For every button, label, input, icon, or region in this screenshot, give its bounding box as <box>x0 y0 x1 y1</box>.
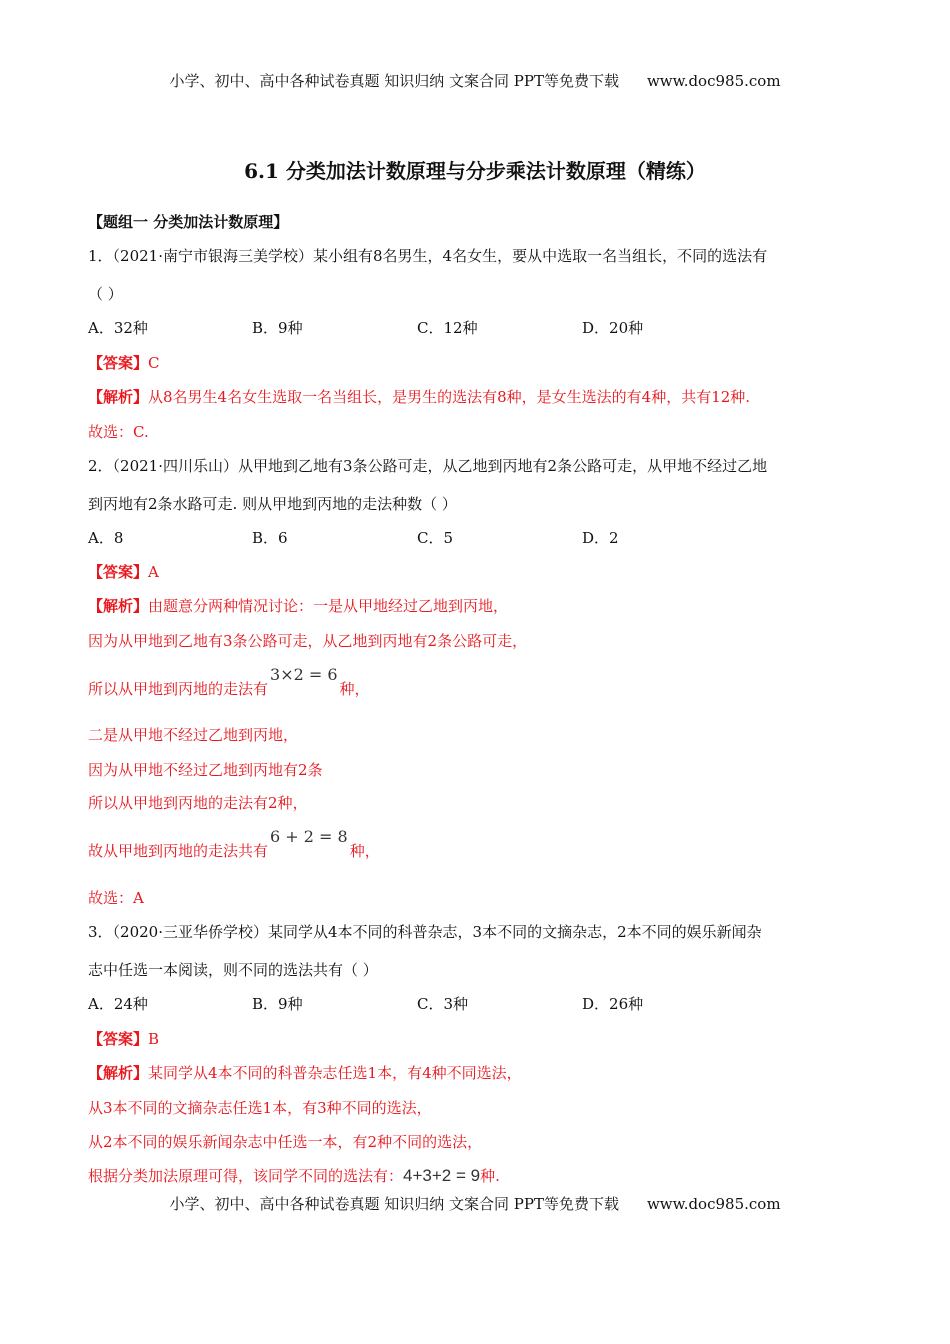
formula-4plus3plus2: 4+3+2 = 9 <box>403 1166 481 1185</box>
q3-solution-line3: 从2本不同的娱乐新闻杂志中任选一本，有2种不同的选法， <box>88 1133 483 1151</box>
q2-solution <box>88 595 508 616</box>
q1-option-c: C．12种 <box>417 319 478 337</box>
q1-stem-line1: 1．（2021·南宁市银海三美学校）某小组有8名男生，4名女生，要从中选取一名当组长，不同的选法有 <box>88 247 768 265</box>
group-heading: 【题组一 分类加法计数原理】 <box>88 213 289 231</box>
q2-solution-line2: 因为从甲地到乙地有3条公路可走，从乙地到丙地有2条公路可走， <box>88 632 528 650</box>
answer-label: 【答案】 <box>88 354 149 372</box>
q3-option-b: B．9种 <box>252 995 303 1013</box>
q1-conclusion: 故选：C. <box>88 423 149 441</box>
solution-label: 【解析】 <box>88 1064 149 1082</box>
q3-solution-line4 <box>88 1165 500 1186</box>
solution-text: 所以从甲地到丙地的走法有 <box>88 680 269 698</box>
page-footer <box>0 1193 950 1214</box>
answer-label: 【答案】 <box>88 563 149 581</box>
footer-site: www.doc985.com <box>646 1195 781 1213</box>
q3-option-d: D．26种 <box>582 995 644 1013</box>
q2-option-a: A．8 <box>88 529 124 547</box>
q2-solution-line4: 二是从甲地不经过乙地到丙地， <box>88 726 299 744</box>
q2-solution-line3 <box>88 665 370 699</box>
footer-text: 小学、初中、高中各种试卷真题 知识归纳 文案合同 PPT等免费下载 <box>169 1195 619 1213</box>
page-title: 6.1 分类加法计数原理与分步乘法计数原理（精练） <box>244 159 706 183</box>
q2-solution-line7 <box>88 827 380 861</box>
q2-stem-line2: 到丙地有2条水路可走. 则从甲地到丙地的走法种数（ ） <box>88 495 457 513</box>
q3-option-a: A．24种 <box>88 995 148 1013</box>
header-text: 小学、初中、高中各种试卷真题 知识归纳 文案合同 PPT等免费下载 <box>169 72 619 90</box>
q2-option-b: B．6 <box>252 529 288 547</box>
answer-value: B <box>148 1030 160 1048</box>
q2-option-d: D．2 <box>582 529 619 547</box>
q3-answer <box>88 1028 159 1049</box>
solution-text: 种， <box>349 842 380 860</box>
q1-option-b: B．9种 <box>252 319 303 337</box>
q1-answer <box>88 352 160 373</box>
formula-3x2: 3×2 = 6 <box>270 665 338 684</box>
q2-conclusion: 故选：A <box>88 889 144 907</box>
solution-text: 故从甲地到丙地的走法共有 <box>88 842 269 860</box>
q1-solution <box>88 386 750 407</box>
q1-option-a: A．32种 <box>88 319 148 337</box>
solution-text: 某同学从4本不同的科普杂志任选1本，有4种不同选法， <box>148 1064 522 1082</box>
solution-text: 种， <box>339 680 370 698</box>
answer-label: 【答案】 <box>88 1030 149 1048</box>
q1-option-d: D．20种 <box>582 319 644 337</box>
formula-6plus2: 6 + 2 = 8 <box>270 827 348 846</box>
answer-value: C <box>148 354 160 372</box>
solution-text: 由题意分两种情况讨论：一是从甲地经过乙地到丙地， <box>148 597 509 615</box>
solution-text: 根据分类加法原理可得，该同学不同的选法有： <box>88 1167 404 1185</box>
q3-stem-line1: 3．（2020·三亚华侨学校）某同学从4本不同的科普杂志，3本不同的文摘杂志，2本不同的娱乐新闻杂 <box>88 923 762 941</box>
q2-solution-line5: 因为从甲地不经过乙地到丙地有2条 <box>88 761 323 779</box>
q3-solution-line2: 从3本不同的文摘杂志任选1本，有3种不同的选法， <box>88 1099 432 1117</box>
q3-stem-line2: 志中任选一本阅读，则不同的选法共有（ ） <box>88 961 378 979</box>
q2-solution-line6: 所以从甲地到丙地的走法有2种， <box>88 794 308 812</box>
q2-option-c: C．5 <box>417 529 454 547</box>
q1-stem-line2: （ ） <box>88 285 123 303</box>
page-header <box>0 70 950 91</box>
q2-stem-line1: 2．（2021·四川乐山）从甲地到乙地有3条公路可走，从乙地到丙地有2条公路可走，从甲地不经过乙地 <box>88 457 768 475</box>
solution-label: 【解析】 <box>88 597 149 615</box>
header-site: www.doc985.com <box>646 72 781 90</box>
q3-solution <box>88 1062 522 1083</box>
q2-answer <box>88 561 159 582</box>
solution-text: 种. <box>480 1167 500 1185</box>
solution-label: 【解析】 <box>88 388 149 406</box>
answer-value: A <box>148 563 159 581</box>
q3-option-c: C．3种 <box>417 995 469 1013</box>
solution-text: 从8名男生4名女生选取一名当组长，是男生的选法有8种，是女生选法的有4种，共有12种. <box>148 388 751 406</box>
